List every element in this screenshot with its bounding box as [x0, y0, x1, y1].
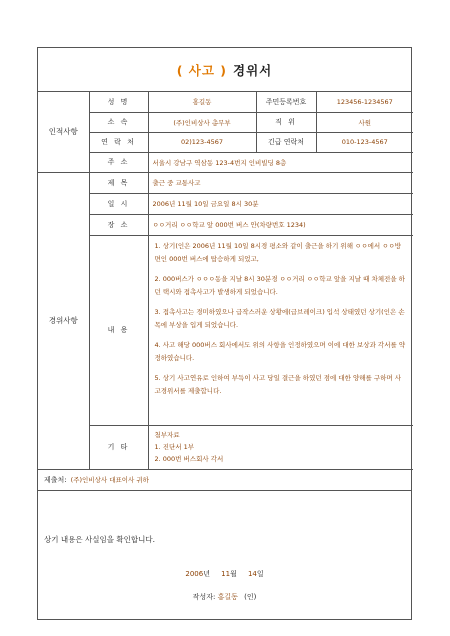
content-item: 4. 사고 해당 000버스 회사에서도 위의 사항을 인정하였으며 이에 대한 보상과 각서를 약정하였습니다.	[154, 340, 406, 362]
title-category: ( 사고 )	[176, 62, 228, 78]
confirm-statement: 상기 내용은 사실임을 확인합니다.	[44, 535, 155, 544]
etc-item: 1. 진단서 1부	[154, 443, 195, 451]
content-item: 3. 접촉사고는 경미하였으나 급작스러운 상황에(급브레이크) 입석 상태였던 상기(인은 손목에 부상을 입게 되었습니다.	[154, 307, 405, 329]
date-day-unit: 일	[256, 570, 264, 578]
date-month: 11	[221, 570, 231, 578]
datetime-label: 일 시	[89, 193, 148, 214]
content-item: 2. 000버스가 ㅇㅇㅇ동을 지날 8시 30분경 ㅇㅇ거리 ㅇㅇ학교 앞을 지날 때 차체전을 하던 택시와 접촉사고가 발생하게 되었습니다.	[154, 274, 405, 296]
submit-to-row	[38, 470, 411, 491]
date-year-unit: 년	[203, 570, 210, 578]
subject-value[interactable]: 출근 중 교통사고	[148, 172, 413, 193]
report-table	[38, 92, 413, 470]
report-date[interactable]	[38, 569, 411, 579]
row-contact	[38, 132, 413, 152]
etc-value[interactable]	[148, 425, 413, 469]
rrn-label: 주민등록번호	[256, 92, 316, 112]
row-etc	[38, 425, 413, 469]
affiliation-label: 소 속	[89, 112, 148, 132]
report-form	[37, 47, 412, 620]
title-main: 경위서	[233, 62, 273, 78]
date-day: 14	[247, 570, 257, 578]
name-label: 성 명	[89, 92, 148, 112]
contact-label: 연 락 처	[89, 132, 148, 152]
form-title	[38, 48, 411, 92]
row-subject	[38, 172, 413, 193]
writer-label: 작성자:	[192, 593, 216, 601]
content-label: 내 용	[89, 235, 148, 425]
content-item: 5. 상기 사고연유로 인하여 부득이 사고 당일 결근을 하였던 점에 대한 양해를 구하며 사고경위서를 제출합니다.	[154, 373, 402, 395]
place-label: 장 소	[89, 214, 148, 235]
submit-to-label: 제출처:	[44, 475, 67, 484]
rrn-value[interactable]: 123456-1234567	[316, 92, 413, 112]
position-value[interactable]: 사원	[316, 112, 413, 132]
incident-section-label: 경위사항	[38, 172, 89, 469]
datetime-value[interactable]: 2006년 11월 10일 금요일 8시 30분	[148, 193, 413, 214]
address-value[interactable]: 서울시 강남구 역삼동 123-4번지 인비빌딩 8층	[148, 152, 413, 172]
position-label: 직 위	[256, 112, 316, 132]
subject-label: 제 목	[89, 172, 148, 193]
row-name	[38, 92, 413, 112]
emergency-contact-value[interactable]: 010-123-4567	[316, 132, 413, 152]
personal-section-label: 인적사항	[38, 92, 89, 172]
etc-item: 첨부자료	[154, 431, 180, 439]
seal-mark: (인)	[244, 593, 257, 601]
writer-value[interactable]: 홍길동	[217, 593, 238, 601]
row-datetime	[38, 193, 413, 214]
row-content	[38, 235, 413, 425]
etc-label: 기 타	[89, 425, 148, 469]
writer-line	[38, 592, 411, 602]
row-address	[38, 152, 413, 172]
date-year: 2006	[185, 570, 204, 578]
content-item: 1. 상기(인은 2006년 11월 10일 8시경 평소와 같이 출근을 하기 위해 ㅇㅇ에서 ㅇㅇ방면인 000번 버스에 탑승하게 되었고,	[154, 241, 402, 263]
content-value[interactable]	[148, 235, 413, 425]
row-place	[38, 214, 413, 235]
place-value[interactable]: ㅇㅇ거리 ㅇㅇ학교 앞 000번 버스 안(차량번호 1234)	[148, 214, 413, 235]
affiliation-value[interactable]: (주)인비상사 총무부	[148, 112, 256, 132]
etc-item: 2. 000번 버스회사 각서	[154, 455, 224, 463]
date-month-unit: 월	[230, 570, 237, 578]
name-value[interactable]: 홍길동	[148, 92, 256, 112]
address-label: 주 소	[89, 152, 148, 172]
submit-to-value[interactable]: (주)인비상사 대표이사 귀하	[70, 476, 149, 484]
row-affiliation	[38, 112, 413, 132]
contact-value[interactable]: 02)123-4567	[148, 132, 256, 152]
emergency-contact-label: 긴급 연락처	[256, 132, 316, 152]
